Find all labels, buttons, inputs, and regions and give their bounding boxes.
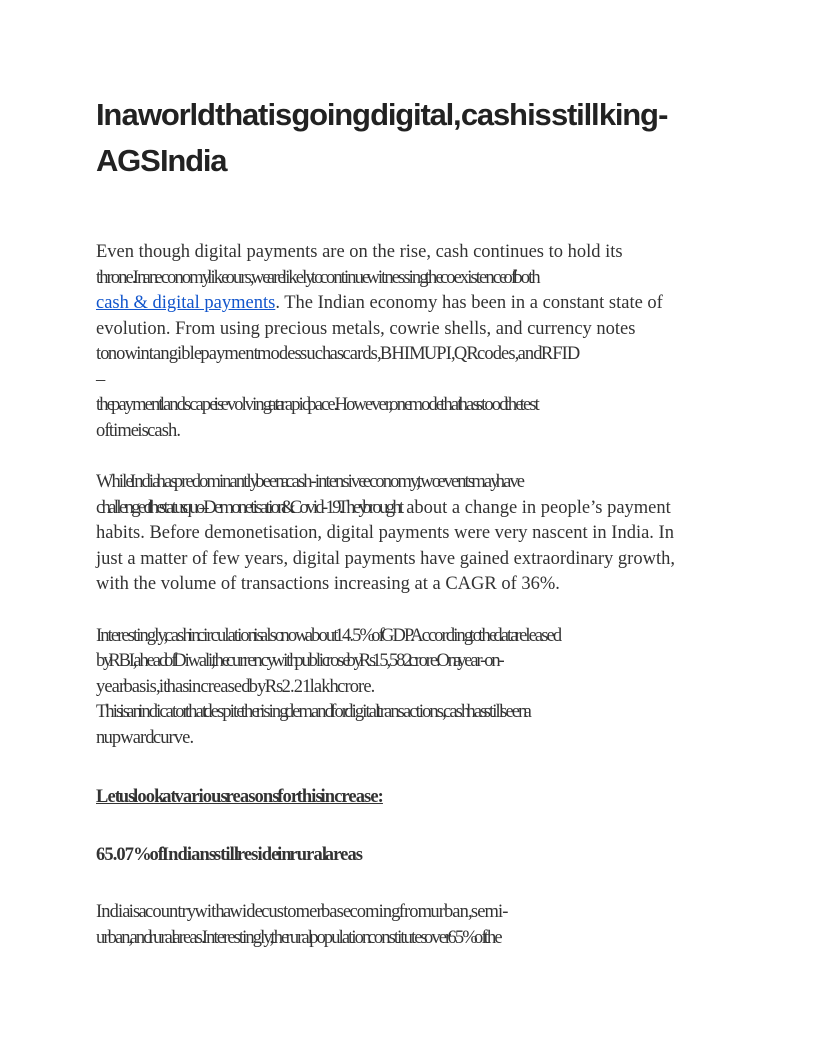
paragraph-line: year basis, it has increased by Rs 2.21 lakh crore.: [96, 676, 375, 697]
paragraph-line: the payment landscape is evolving at a rapid pace. However, one mode that has stood the test: [96, 395, 538, 415]
document-page: [96, 92, 720, 951]
paragraph-line: urban, and rural areas. Interestingly, the rural population constitutes over 65% of the: [96, 927, 501, 948]
demonetisation-paragraph: [96, 470, 720, 598]
paragraph-line: –: [96, 369, 106, 390]
paragraph-line: Even though digital payments are on the rise, cash continues to hold its: [96, 242, 623, 262]
page-title: [96, 92, 720, 184]
paragraph-line: This is an indicator that despite the rising demand for digital transactions, cash has still seen a: [96, 702, 530, 722]
paragraph-line: throne. In an economy like ours, we are likely to continue witnessing the coexistence of both: [96, 267, 539, 288]
title-line-2: AGS India: [96, 143, 227, 178]
rural-paragraph: [96, 900, 720, 951]
paragraph-line: challenged the status quo – Demonetisation & Covid-19. They brought about a change in people’s payment: [96, 497, 671, 518]
paragraph-line: with the volume of transactions increasing at a CAGR of 36%.: [96, 574, 560, 594]
cash-digital-payments-link[interactable]: cash & digital payments: [96, 293, 276, 313]
reasons-heading: Let us look at various reasons for this increase:: [96, 787, 383, 807]
cash-circulation-paragraph: [96, 624, 720, 752]
paragraph-line: just a matter of few years, digital payments have gained extraordinary growth,: [96, 548, 675, 569]
paragraph-line: While India has predominantly been a cash-intensive economy, two events may have: [96, 472, 524, 492]
paragraph-line: cash & digital payments. The Indian economy has been in a constant state of: [96, 293, 663, 313]
rural-areas-heading: 65.07% of Indians still reside in rural areas: [96, 845, 363, 865]
paragraph-line: evolution. From using precious metals, cowrie shells, and currency notes: [96, 318, 636, 339]
title-line-1: In a world that is going digital, cash is still king -: [96, 97, 668, 132]
paragraph-line: n upward curve.: [96, 727, 194, 748]
paragraph-line: Interestingly, cash in circulation is also now about 14.5% of GDP. According to the data released: [96, 625, 561, 646]
paragraph-line: habits. Before demonetisation, digital payments were very nascent in India. In: [96, 523, 674, 543]
paragraph-line: India is a country with a wide customer base coming from urban, semi-: [96, 902, 508, 922]
paragraph-line: of time is cash.: [96, 420, 181, 441]
paragraph-line: to now intangible payment modes such as cards, BHIM UPI, QR codes, and RFID: [96, 344, 580, 364]
paragraph-line: by RBI, ahead of Diwali, the currency with public rose by Rs 15,582 crore. On a year-on-: [96, 651, 503, 671]
intro-paragraph: [96, 240, 720, 444]
